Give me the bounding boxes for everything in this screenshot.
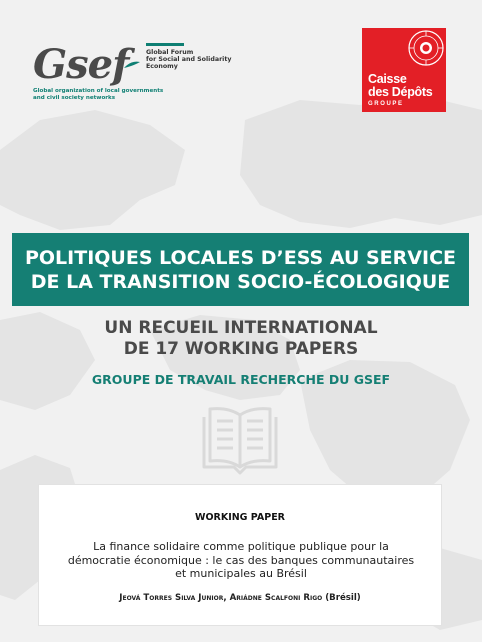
cdc-groupe-label: GROUPE (368, 101, 404, 107)
subtitle-line-1: UN RECUEIL INTERNATIONAL (104, 318, 378, 338)
author-separator: , (223, 593, 230, 603)
working-paper-box (38, 484, 442, 626)
author-1: Jeová Torres Silva Junior (119, 593, 224, 603)
research-group-line: GROUPE DE TRAVAIL RECHERCHE DU GSEF (91, 372, 391, 387)
gsef-accent-rule (146, 43, 184, 46)
seal-icon (402, 28, 446, 76)
caisse-des-depots-logo (362, 28, 446, 112)
gsef-logo (33, 41, 232, 102)
working-paper-title: La finance solidaire comme politique publique pour la démocratie économique : le cas des banques communautaires et municipales au Brésil (67, 540, 415, 580)
gsef-forum-name: Global Forum for Social and Solidarity Economy (146, 49, 232, 71)
cdc-name: Caisse des Dépôts (368, 72, 433, 99)
working-paper-authors (39, 593, 441, 603)
author-country: (Brésil) (322, 593, 361, 603)
author-2: Ariádne Scalfoni Rigo (229, 593, 323, 603)
title-band (12, 233, 469, 306)
subtitle (0, 318, 482, 360)
title-line-2: DE LA TRANSITION SOCIO-ÉCOLOGIQUE (30, 270, 451, 293)
working-paper-label: WORKING PAPER (194, 512, 286, 523)
open-book-icon (198, 403, 282, 483)
subtitle-line-2: DE 17 WORKING PAPERS (123, 339, 359, 359)
title-line-1: POLITIQUES LOCALES D’ESS AU SERVICE (24, 246, 456, 269)
gsef-wordmark: Gsef (33, 41, 129, 88)
gsef-tagline: Global organization of local governments and civil society networks (33, 88, 164, 101)
gsef-leaf-icon (123, 60, 141, 70)
